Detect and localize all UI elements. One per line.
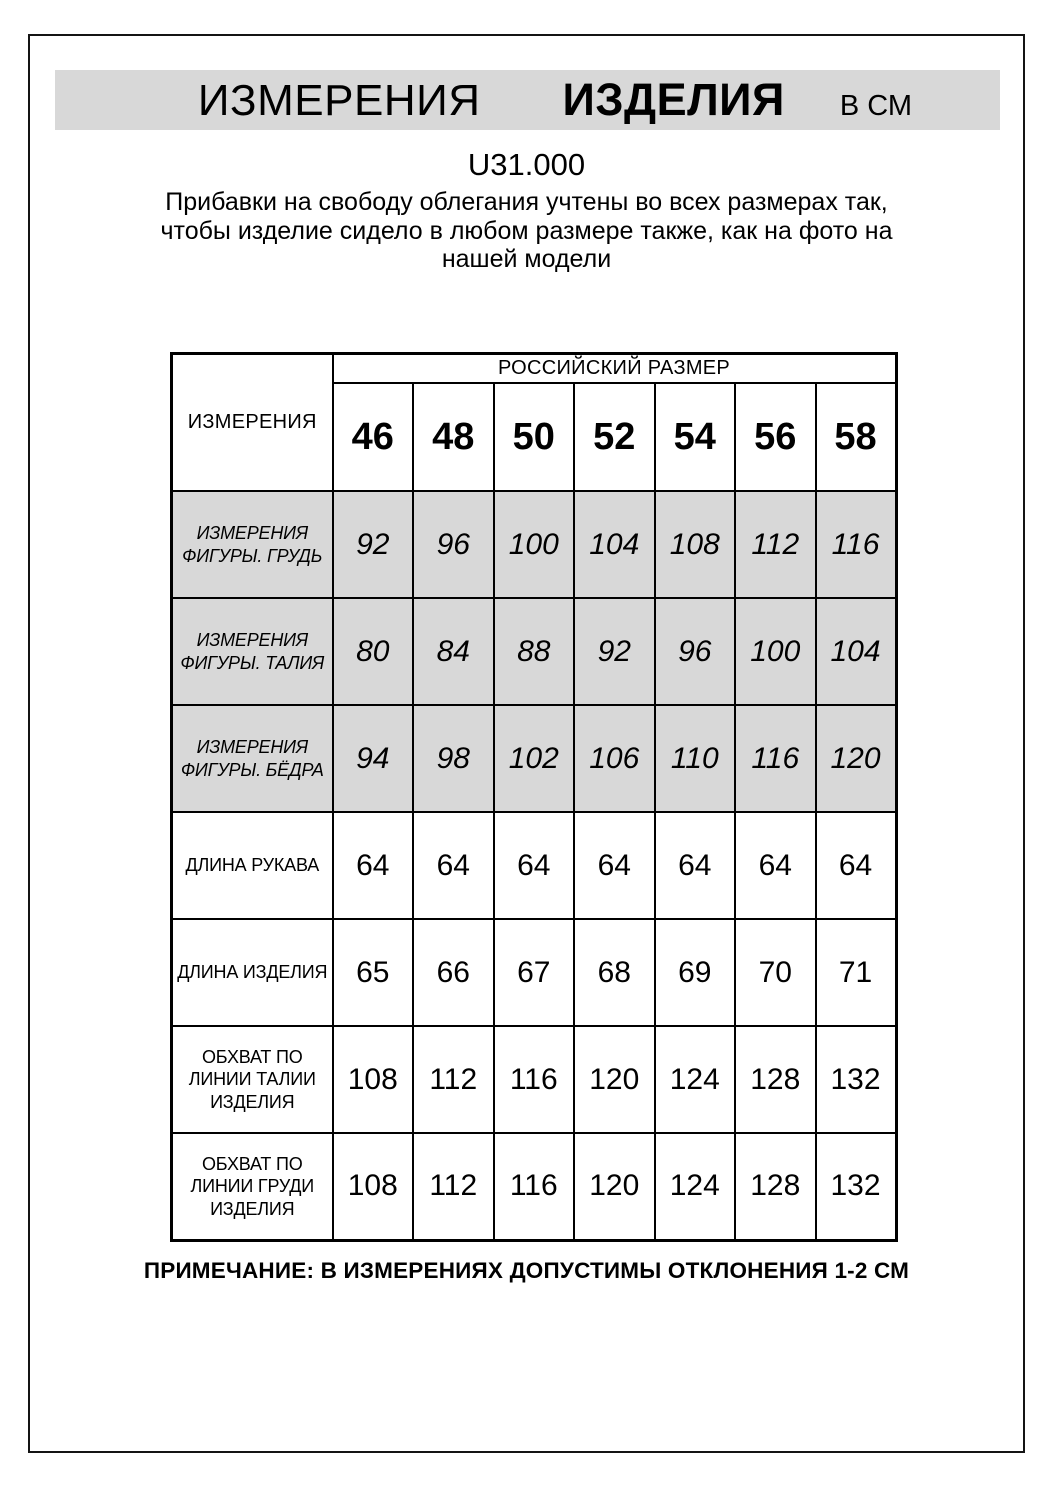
cell-value: 100 bbox=[494, 491, 575, 598]
row-label: ОБХВАТ ПО ЛИНИИ ГРУДИ ИЗДЕЛИЯ bbox=[172, 1133, 333, 1240]
row-label: ИЗМЕРЕНИЯ ФИГУРЫ. ГРУДЬ bbox=[172, 491, 333, 598]
cell-value: 92 bbox=[333, 491, 414, 598]
table-row-chest-girth bbox=[172, 1133, 897, 1240]
cell-value: 124 bbox=[655, 1133, 736, 1240]
cell-value: 104 bbox=[816, 598, 897, 705]
cell-value: 65 bbox=[333, 919, 414, 1026]
cell-value: 92 bbox=[574, 598, 655, 705]
row-label: ИЗМЕРЕНИЯ ФИГУРЫ. БЁДРА bbox=[172, 705, 333, 812]
cell-value: 110 bbox=[655, 705, 736, 812]
cell-value: 67 bbox=[494, 919, 575, 1026]
russian-size-header-cell: РОССИЙСКИЙ РАЗМЕР bbox=[333, 353, 897, 383]
cell-value: 98 bbox=[413, 705, 494, 812]
table-row-waist-girth bbox=[172, 1026, 897, 1133]
cell-value: 128 bbox=[735, 1026, 816, 1133]
cell-value: 64 bbox=[333, 812, 414, 919]
fit-description: Прибавки на свободу облегания учтены во всех размерах так, чтобы изделие сидело в любом размере также, как на фото на нашей модели bbox=[160, 188, 893, 273]
table-row-figure-hips bbox=[172, 705, 897, 812]
size-header-cell: 52 bbox=[574, 383, 655, 491]
row-label: ОБХВАТ ПО ЛИНИИ ТАЛИИ ИЗДЕЛИЯ bbox=[172, 1026, 333, 1133]
cell-value: 112 bbox=[735, 491, 816, 598]
cell-value: 132 bbox=[816, 1133, 897, 1240]
size-group-header-row bbox=[172, 353, 897, 383]
cell-value: 108 bbox=[655, 491, 736, 598]
title-product: ИЗДЕЛИЯ bbox=[562, 74, 785, 125]
cell-value: 120 bbox=[574, 1026, 655, 1133]
title-unit: В СМ bbox=[839, 90, 913, 122]
cell-value: 64 bbox=[655, 812, 736, 919]
cell-value: 120 bbox=[816, 705, 897, 812]
cell-value: 100 bbox=[735, 598, 816, 705]
cell-value: 96 bbox=[413, 491, 494, 598]
cell-value: 68 bbox=[574, 919, 655, 1026]
size-chart-table bbox=[170, 352, 898, 1242]
row-label: ДЛИНА РУКАВА bbox=[172, 812, 333, 919]
size-header-cell: 54 bbox=[655, 383, 736, 491]
row-label: ДЛИНА ИЗДЕЛИЯ bbox=[172, 919, 333, 1026]
size-header-cell: 58 bbox=[816, 383, 897, 491]
product-code: U31.000 bbox=[467, 147, 586, 182]
cell-value: 64 bbox=[816, 812, 897, 919]
table-row-item-length bbox=[172, 919, 897, 1026]
corner-header-cell: ИЗМЕРЕНИЯ bbox=[172, 353, 333, 491]
cell-value: 64 bbox=[574, 812, 655, 919]
size-header-cell: 48 bbox=[413, 383, 494, 491]
table-row-sleeve-length bbox=[172, 812, 897, 919]
cell-value: 112 bbox=[413, 1133, 494, 1240]
cell-value: 96 bbox=[655, 598, 736, 705]
cell-value: 128 bbox=[735, 1133, 816, 1240]
cell-value: 116 bbox=[494, 1026, 575, 1133]
cell-value: 120 bbox=[574, 1133, 655, 1240]
cell-value: 64 bbox=[735, 812, 816, 919]
cell-value: 116 bbox=[494, 1133, 575, 1240]
table-row-figure-chest bbox=[172, 491, 897, 598]
cell-value: 106 bbox=[574, 705, 655, 812]
cell-value: 80 bbox=[333, 598, 414, 705]
table-row-figure-waist bbox=[172, 598, 897, 705]
title-measurements: ИЗМЕРЕНИЯ bbox=[197, 76, 481, 125]
cell-value: 70 bbox=[735, 919, 816, 1026]
cell-value: 71 bbox=[816, 919, 897, 1026]
size-header-cell: 50 bbox=[494, 383, 575, 491]
cell-value: 84 bbox=[413, 598, 494, 705]
size-header-cell: 56 bbox=[735, 383, 816, 491]
cell-value: 94 bbox=[333, 705, 414, 812]
cell-value: 108 bbox=[333, 1133, 414, 1240]
page-border-frame bbox=[28, 34, 1025, 1453]
cell-value: 116 bbox=[735, 705, 816, 812]
cell-value: 116 bbox=[816, 491, 897, 598]
cell-value: 104 bbox=[574, 491, 655, 598]
row-label: ИЗМЕРЕНИЯ ФИГУРЫ. ТАЛИЯ bbox=[172, 598, 333, 705]
size-header-cell: 46 bbox=[333, 383, 414, 491]
cell-value: 88 bbox=[494, 598, 575, 705]
cell-value: 108 bbox=[333, 1026, 414, 1133]
cell-value: 124 bbox=[655, 1026, 736, 1133]
cell-value: 64 bbox=[413, 812, 494, 919]
title-band bbox=[55, 70, 1000, 130]
cell-value: 112 bbox=[413, 1026, 494, 1133]
cell-value: 132 bbox=[816, 1026, 897, 1133]
tolerance-note: ПРИМЕЧАНИЕ: В ИЗМЕРЕНИЯХ ДОПУСТИМЫ ОТКЛОНЕНИЯ 1-2 СМ bbox=[143, 1257, 910, 1283]
cell-value: 64 bbox=[494, 812, 575, 919]
cell-value: 69 bbox=[655, 919, 736, 1026]
cell-value: 102 bbox=[494, 705, 575, 812]
cell-value: 66 bbox=[413, 919, 494, 1026]
